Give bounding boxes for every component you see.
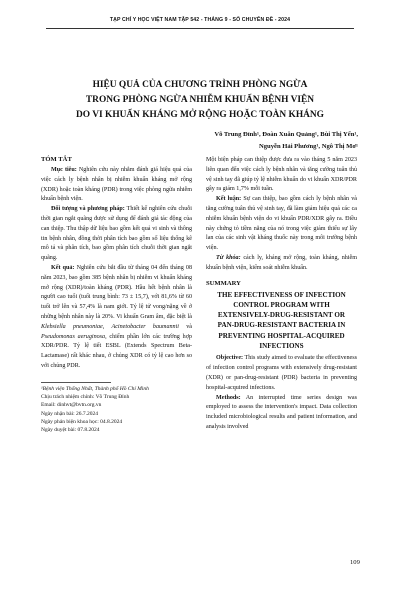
left-column [41, 156, 192, 435]
journal-header: TẠP CHÍ Y HỌC VIỆT NAM TẬP 542 - THÁNG 9 - SỐ CHUYÊN ĐỀ - 2024 [109, 17, 291, 23]
english-objective-label: Objective: [216, 355, 244, 362]
footnote-rule [41, 382, 111, 383]
methods-text: Thiết kế nghiên cứu chuỗi thời gian ngắt quãng được sử dụng để đánh giá tác động của can thiệp. Thu thập dữ liệu bao gồm kết quả vi sinh và thông tin bệnh nhân, đồng thời phân tích bao gồm số liệu thống kê mô tả và phân tích, bao gồm phân tích chuỗi thời gian ngắt quãng. [41, 206, 192, 262]
results-label: Kết quả: [51, 264, 75, 271]
keywords-text: cách ly, kháng mở rộng, toàn kháng, nhiễm khuẩn bệnh viện, kiểm soát nhiễm khuẩn. [206, 254, 357, 271]
english-objective-paragraph [206, 354, 357, 393]
english-title-line: PAN-DRUG-RESISTANT BACTERIA IN [217, 321, 346, 330]
methods-label: Đối tượng và phương pháp: [51, 206, 125, 213]
conclusion-text: Sự can thiệp, bao gồm cách ly bệnh nhân và tăng cường tuân thủ vệ sinh tay, đã làm giảm hiệu quả các ca nhiễm khuẩn bệnh viện do vi khuẩn PDR/XDR gây ra. Điều này chứng tỏ tiềm năng của nó trong việc giảm thiểu sự lây lan của các sinh vật kháng thuốc này trong môi trường bệnh viện. [206, 196, 357, 252]
methods-paragraph [41, 205, 192, 264]
results-continued: Một biện pháp can thiệp được đưa ra vào tháng 5 năm 2023 liên quan đến việc cách ly bệnh nhân và tăng cường tuân thủ vệ sinh tay đã giúp tỷ lệ nhiễm khuẩn do vi khuẩn XDR/PDR gây ra giảm 1,7% mỗi tuần. [206, 157, 357, 193]
abstract-heading: TÓM TẮT [41, 156, 72, 163]
email: Email: dinhvt@bvtn.org.vn [41, 402, 102, 409]
article-title [30, 78, 370, 123]
species-name: Pseudomonas aeruginosa [41, 333, 106, 340]
title-line: TRONG PHÒNG NGỪA NHIỄM KHUẨN BỆNH VIỆN [85, 95, 315, 105]
author-line: Võ Trung Đỉnh¹, Đoàn Xuân Quảng¹, Bùi Thị Yến¹, [214, 131, 358, 138]
header-rule [46, 28, 354, 29]
page-number: 109 [350, 559, 360, 566]
title-line: DO VI KHUẨN KHÁNG MỞ RỘNG HOẶC TOÀN KHÁNG [76, 110, 324, 120]
results-separator: và [179, 323, 192, 330]
spacer [41, 372, 192, 382]
keywords-label: Từ khóa: [216, 254, 241, 261]
english-methods-paragraph [206, 394, 357, 433]
keywords-paragraph [206, 254, 357, 274]
english-methods-text: An interrupted time series design was employed to assess the intervention's impact. Data collection included microbiological results and patient information, and analysis involved [206, 394, 357, 430]
objective-paragraph [41, 166, 192, 205]
date-received: Ngày nhận bài: 26.7.2024 [41, 410, 98, 417]
date-accepted: Ngày duyệt bài: 07.8.2024 [41, 427, 100, 434]
right-column [206, 156, 357, 433]
footnote-block [41, 385, 192, 435]
results-text: , chiếm phần lớn các trường hợp XDR/PDR. Tỷ lệ tiết ESBL (Extends Spectrum Beta-Lactamase) rất khác nhau, ở chủng XDR có tỷ lệ cao hơn so với chủng PDR. [41, 333, 192, 369]
english-title-line: PREVENTING HOSPITAL-ACQUIRED [218, 331, 345, 340]
objective-text: Nghiên cứu này nhằm đánh giá hiệu quả của việc cách ly bệnh nhân bị nhiễm khuẩn kháng mở rộng (XDR) hoặc toàn kháng (PDR) trong việc phòng ngừa nhiễm khuẩn bệnh viện. [41, 167, 193, 203]
conclusion-paragraph [206, 195, 357, 254]
english-title [206, 290, 357, 352]
species-name: Klebsiella pneumoniae [41, 323, 103, 330]
corresponding-author: Chịu trách nhiệm chính: Võ Trung Đỉnh [41, 394, 130, 401]
species-name: Acinetobacter baumannii [111, 323, 179, 330]
author-list [98, 129, 358, 153]
english-title-line: EXTENSIVELY-DRUG-RESISTANT OR [217, 311, 346, 320]
results-text: Nghiên cứu bắt đầu từ tháng 04 đến tháng 08 năm 2023, bao gồm 385 bệnh nhân bị nhiễm vi khuẩn kháng mở rộng (XDR)/toàn kháng (PDR). Hầu hết bệnh nhân là người cao tuổi (tuổi trung bình: 73 ± 15,7), với 81,6% từ 60 tuổi trở lên và 57,4% là nam giới. Tỷ lệ tử vong/nặng về ở những bệnh nhân này là 20%. Vi khuẩn Gram âm, đặc biệt là [41, 264, 192, 320]
results-separator: , [102, 323, 112, 330]
affiliation: ¹Bệnh viện Thống Nhất, Thành phố Hồ Chí Minh [41, 385, 149, 392]
english-title-line: THE EFFECTIVENESS OF INFECTION [217, 290, 346, 299]
summary-heading: SUMMARY [206, 279, 241, 287]
english-methods-label: Methods: [216, 394, 241, 401]
english-title-line: CONTROL PROGRAM WITH [233, 300, 330, 309]
date-reviewed: Ngày phản biện khoa học: 04.8.2024 [41, 418, 123, 425]
title-line: HIỆU QUẢ CỦA CHƯƠNG TRÌNH PHÒNG NGỪA [92, 80, 308, 90]
results-paragraph [41, 264, 192, 372]
english-title-line: INFECTIONS [259, 342, 304, 351]
english-objective-text: This study aimed to evaluate the effectiveness of infection control programs with extensively drug-resistant (XDR) or pan-drug-resistant (PDR) bacteria in preventing hospital-acquired infections. [206, 355, 357, 391]
objective-label: Mục tiêu: [51, 167, 77, 173]
author-line: Nguyễn Hải Phương¹, Ngô Thị Mơ¹ [259, 143, 358, 150]
conclusion-label: Kết luận: [216, 196, 242, 203]
